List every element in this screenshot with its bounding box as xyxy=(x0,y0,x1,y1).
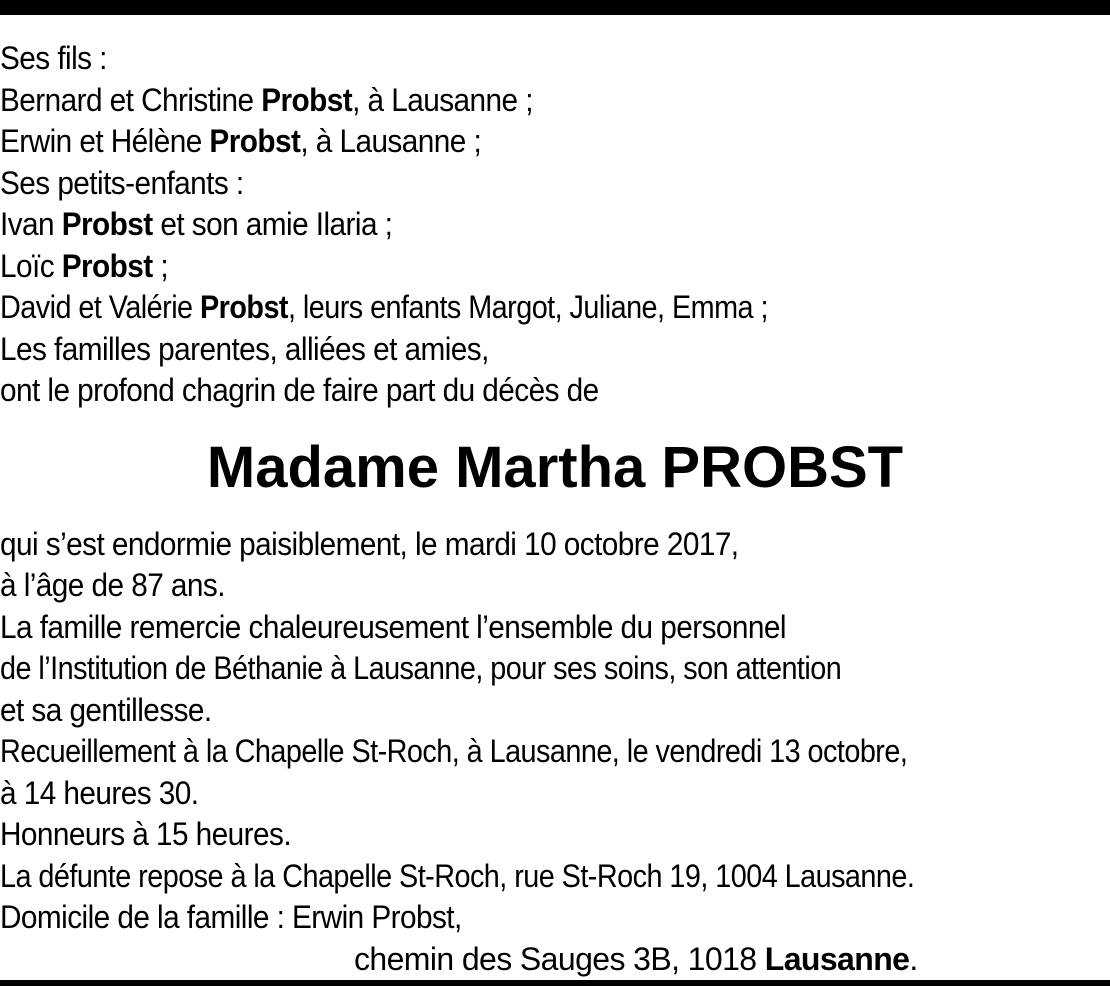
family-line xyxy=(0,38,1032,80)
family-surname: Probst xyxy=(261,81,353,118)
details-line: qui s’est endormie paisiblement, le mardi 10 octobre 2017, xyxy=(0,525,739,562)
family-surname: Probst xyxy=(209,123,301,159)
family-line xyxy=(0,121,1032,163)
family-line-text: et son amie Ilaria ; xyxy=(152,206,393,242)
family-line-text: Les familles parentes, alliées et amies, xyxy=(0,330,489,367)
details-line: La défunte repose à la Chapelle St-Roch, rue St-Roch 19, 1004 Lausanne. xyxy=(0,857,915,894)
family-line xyxy=(0,163,1032,205)
family-line-text: Ses petits-enfants : xyxy=(0,164,244,201)
family-line-text: Bernard et Christine xyxy=(0,81,262,118)
family-surname: Probst xyxy=(61,206,153,242)
family-line-text: Ivan xyxy=(0,206,62,242)
family-line-text: , leurs enfants Margot, Juliane, Emma ; xyxy=(287,289,768,325)
address-city: Lausanne xyxy=(764,940,910,977)
family-line-text: Loïc xyxy=(0,247,62,284)
family-line-text: , à Lausanne ; xyxy=(300,123,482,159)
details-line: à 14 heures 30. xyxy=(0,774,199,811)
death-notice xyxy=(0,38,1110,980)
address-text: chemin des Sauges 3B, 1018 xyxy=(354,940,765,977)
top-rule xyxy=(0,0,1110,15)
family-line xyxy=(0,204,1032,246)
family-line-text: ; xyxy=(152,247,169,284)
address-line xyxy=(0,939,1110,981)
family-line-text: Ses fils : xyxy=(0,40,107,76)
family-line xyxy=(0,246,1032,288)
family-line-text: Erwin et Hélène xyxy=(0,123,210,159)
bottom-rule xyxy=(0,980,1110,986)
address-text: . xyxy=(909,940,918,977)
deceased-name: Madame Martha PROBST xyxy=(206,434,904,500)
details-line: et sa gentillesse. xyxy=(0,691,212,728)
family-line xyxy=(0,80,1032,122)
family-line xyxy=(0,370,1032,412)
family-line-text: , à Lausanne ; xyxy=(352,81,533,118)
details-line: Recueillement à la Chapelle St-Roch, à Lausanne, le vendredi 13 octobre, xyxy=(0,733,908,769)
details-line: à l’âge de 87 ans. xyxy=(0,567,225,603)
family-line xyxy=(0,329,1032,371)
family-line-text: ont le profond chagrin de faire part du décès de xyxy=(0,372,599,408)
details-line: La famille remercie chaleureusement l’ensemble du personnel xyxy=(0,608,786,645)
family-line-text: David et Valérie xyxy=(0,289,200,325)
details-line: Domicile de la famille : Erwin Probst, xyxy=(0,899,462,935)
family-surname: Probst xyxy=(61,247,153,284)
details-line: de l’Institution de Béthanie à Lausanne, pour ses soins, son attention xyxy=(0,650,842,686)
family-surname: Probst xyxy=(199,289,288,325)
details-line: Honneurs à 15 heures. xyxy=(0,816,292,852)
family-line xyxy=(0,287,999,329)
